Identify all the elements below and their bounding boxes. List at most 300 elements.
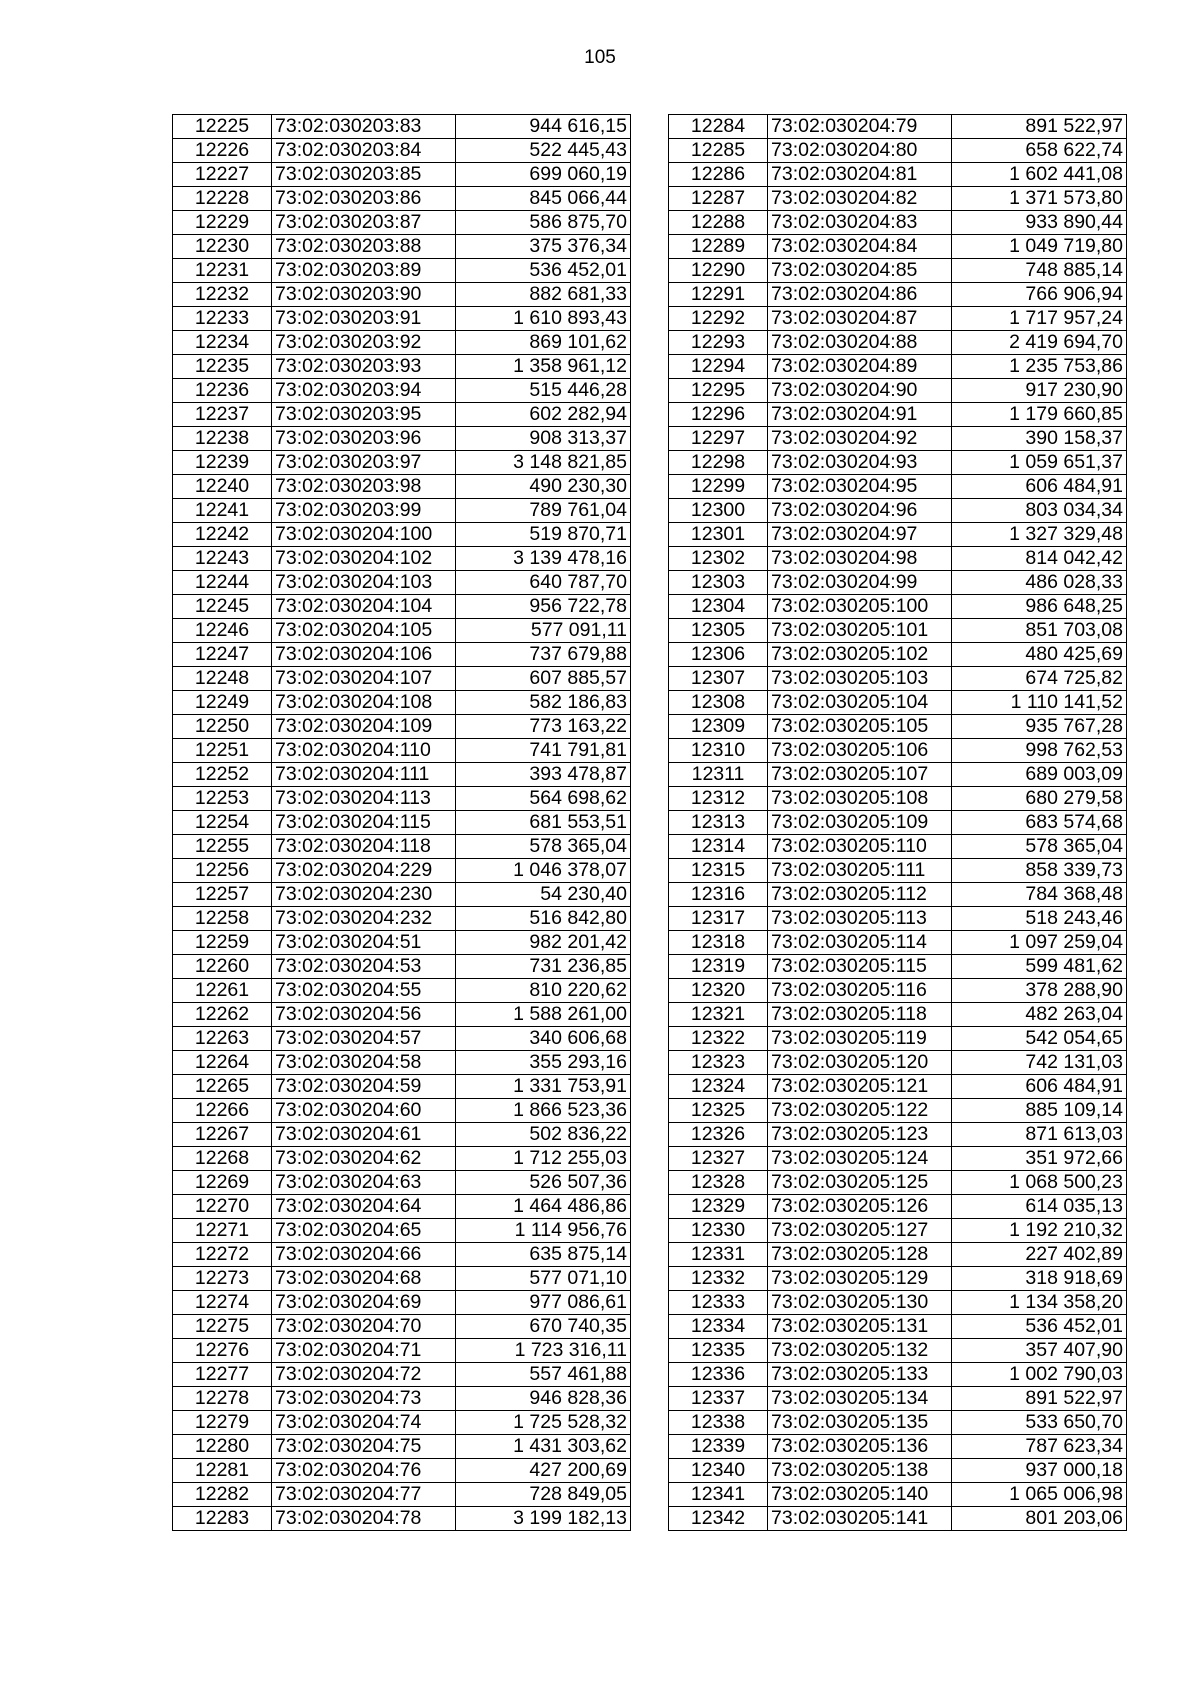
cadastral-number: 73:02:030204:113 — [272, 787, 456, 811]
table-row — [173, 1075, 631, 1099]
cadastral-number: 73:02:030204:96 — [768, 499, 952, 523]
table-row — [669, 1123, 1127, 1147]
cadastral-value: 885 109,14 — [952, 1099, 1127, 1123]
cadastral-number: 73:02:030204:100 — [272, 523, 456, 547]
table-row — [173, 1459, 631, 1483]
row-number: 12341 — [669, 1483, 768, 1507]
cadastral-value: 1 110 141,52 — [952, 691, 1127, 715]
cadastral-value: 578 365,04 — [456, 835, 631, 859]
cadastral-value: 536 452,01 — [952, 1315, 1127, 1339]
cadastral-value: 486 028,33 — [952, 571, 1127, 595]
row-number: 12263 — [173, 1027, 272, 1051]
cadastral-number: 73:02:030203:89 — [272, 259, 456, 283]
table-row — [173, 1003, 631, 1027]
cadastral-value: 1 610 893,43 — [456, 307, 631, 331]
cadastral-number: 73:02:030205:129 — [768, 1267, 952, 1291]
cadastral-number: 73:02:030203:93 — [272, 355, 456, 379]
table-row — [173, 475, 631, 499]
cadastral-number: 73:02:030205:124 — [768, 1147, 952, 1171]
cadastral-number: 73:02:030203:94 — [272, 379, 456, 403]
row-number: 12333 — [669, 1291, 768, 1315]
cadastral-number: 73:02:030205:104 — [768, 691, 952, 715]
row-number: 12255 — [173, 835, 272, 859]
row-number: 12252 — [173, 763, 272, 787]
cadastral-number: 73:02:030205:136 — [768, 1435, 952, 1459]
row-number: 12250 — [173, 715, 272, 739]
row-number: 12270 — [173, 1195, 272, 1219]
table-row — [173, 1195, 631, 1219]
cadastral-value: 683 574,68 — [952, 811, 1127, 835]
table-row — [173, 883, 631, 907]
cadastral-number: 73:02:030204:69 — [272, 1291, 456, 1315]
cadastral-number: 73:02:030205:112 — [768, 883, 952, 907]
cadastral-value: 1 065 006,98 — [952, 1483, 1127, 1507]
cadastral-number: 73:02:030204:111 — [272, 763, 456, 787]
table-row — [173, 331, 631, 355]
table-row — [173, 379, 631, 403]
table-row — [669, 1387, 1127, 1411]
cadastral-value: 1 046 378,07 — [456, 859, 631, 883]
table-row — [669, 619, 1127, 643]
row-number: 12312 — [669, 787, 768, 811]
table-row — [173, 283, 631, 307]
row-number: 12323 — [669, 1051, 768, 1075]
cadastral-number: 73:02:030203:84 — [272, 139, 456, 163]
table-row — [173, 187, 631, 211]
table-row — [669, 475, 1127, 499]
cadastral-value: 1 358 961,12 — [456, 355, 631, 379]
cadastral-value: 1 235 753,86 — [952, 355, 1127, 379]
cadastral-number: 73:02:030204:97 — [768, 523, 952, 547]
cadastral-number: 73:02:030205:108 — [768, 787, 952, 811]
table-row — [669, 1027, 1127, 1051]
row-number: 12340 — [669, 1459, 768, 1483]
cadastral-number: 73:02:030205:105 — [768, 715, 952, 739]
table-row — [669, 1099, 1127, 1123]
cadastral-value: 318 918,69 — [952, 1267, 1127, 1291]
row-number: 12290 — [669, 259, 768, 283]
cadastral-value: 986 648,25 — [952, 595, 1127, 619]
row-number: 12302 — [669, 547, 768, 571]
table-row — [173, 355, 631, 379]
row-number: 12303 — [669, 571, 768, 595]
cadastral-number: 73:02:030204:104 — [272, 595, 456, 619]
row-number: 12279 — [173, 1411, 272, 1435]
row-number: 12228 — [173, 187, 272, 211]
table-row — [173, 1123, 631, 1147]
table-row — [173, 643, 631, 667]
row-number: 12241 — [173, 499, 272, 523]
table-row — [173, 1051, 631, 1075]
table-row — [173, 931, 631, 955]
cadastral-number: 73:02:030205:127 — [768, 1219, 952, 1243]
cadastral-value: 845 066,44 — [456, 187, 631, 211]
table-row — [669, 1003, 1127, 1027]
cadastral-value: 1 097 259,04 — [952, 931, 1127, 955]
table-row — [173, 259, 631, 283]
table-row — [669, 811, 1127, 835]
cadastral-number: 73:02:030203:83 — [272, 115, 456, 139]
row-number: 12240 — [173, 475, 272, 499]
row-number: 12287 — [669, 187, 768, 211]
table-row — [669, 1459, 1127, 1483]
cadastral-value: 640 787,70 — [456, 571, 631, 595]
cadastral-number: 73:02:030204:108 — [272, 691, 456, 715]
cadastral-value: 810 220,62 — [456, 979, 631, 1003]
cadastral-value: 801 203,06 — [952, 1507, 1127, 1531]
row-number: 12234 — [173, 331, 272, 355]
table-row — [669, 1483, 1127, 1507]
row-number: 12318 — [669, 931, 768, 955]
row-number: 12238 — [173, 427, 272, 451]
table-row — [669, 403, 1127, 427]
cadastral-value: 564 698,62 — [456, 787, 631, 811]
table-row — [173, 1099, 631, 1123]
table-row — [173, 451, 631, 475]
cadastral-value: 1 134 358,20 — [952, 1291, 1127, 1315]
row-number: 12232 — [173, 283, 272, 307]
row-number: 12242 — [173, 523, 272, 547]
row-number: 12236 — [173, 379, 272, 403]
cadastral-value: 766 906,94 — [952, 283, 1127, 307]
row-number: 12322 — [669, 1027, 768, 1051]
row-number: 12316 — [669, 883, 768, 907]
cadastral-number: 73:02:030205:131 — [768, 1315, 952, 1339]
cadastral-number: 73:02:030204:88 — [768, 331, 952, 355]
table-row — [669, 859, 1127, 883]
table-row — [173, 115, 631, 139]
cadastral-number: 73:02:030204:86 — [768, 283, 952, 307]
table-row — [669, 283, 1127, 307]
row-number: 12310 — [669, 739, 768, 763]
row-number: 12231 — [173, 259, 272, 283]
cadastral-number: 73:02:030204:78 — [272, 1507, 456, 1531]
table-row — [669, 715, 1127, 739]
cadastral-value: 542 054,65 — [952, 1027, 1127, 1051]
cadastral-number: 73:02:030205:121 — [768, 1075, 952, 1099]
cadastral-number: 73:02:030205:106 — [768, 739, 952, 763]
cadastral-value: 803 034,34 — [952, 499, 1127, 523]
registry-table-left — [172, 114, 631, 1531]
row-number: 12334 — [669, 1315, 768, 1339]
row-number: 12320 — [669, 979, 768, 1003]
cadastral-value: 784 368,48 — [952, 883, 1127, 907]
cadastral-number: 73:02:030205:141 — [768, 1507, 952, 1531]
table-row — [669, 355, 1127, 379]
table-row — [173, 1411, 631, 1435]
cadastral-value: 375 376,34 — [456, 235, 631, 259]
row-number: 12248 — [173, 667, 272, 691]
table-row — [669, 955, 1127, 979]
cadastral-value: 1 114 956,76 — [456, 1219, 631, 1243]
row-number: 12289 — [669, 235, 768, 259]
row-number: 12246 — [173, 619, 272, 643]
cadastral-number: 73:02:030203:88 — [272, 235, 456, 259]
cadastral-number: 73:02:030204:93 — [768, 451, 952, 475]
cadastral-number: 73:02:030204:92 — [768, 427, 952, 451]
row-number: 12329 — [669, 1195, 768, 1219]
row-number: 12321 — [669, 1003, 768, 1027]
row-number: 12256 — [173, 859, 272, 883]
table-row — [669, 1363, 1127, 1387]
table-row — [669, 1195, 1127, 1219]
table-row — [669, 1291, 1127, 1315]
cadastral-number: 73:02:030204:99 — [768, 571, 952, 595]
table-row — [173, 1267, 631, 1291]
table-row — [173, 715, 631, 739]
cadastral-value: 1 464 486,86 — [456, 1195, 631, 1219]
row-number: 12229 — [173, 211, 272, 235]
cadastral-value: 54 230,40 — [456, 883, 631, 907]
row-number: 12288 — [669, 211, 768, 235]
cadastral-number: 73:02:030205:125 — [768, 1171, 952, 1195]
row-number: 12298 — [669, 451, 768, 475]
cadastral-number: 73:02:030204:107 — [272, 667, 456, 691]
cadastral-value: 340 606,68 — [456, 1027, 631, 1051]
row-number: 12324 — [669, 1075, 768, 1099]
row-number: 12269 — [173, 1171, 272, 1195]
cadastral-value: 680 279,58 — [952, 787, 1127, 811]
cadastral-number: 73:02:030204:55 — [272, 979, 456, 1003]
row-number: 12272 — [173, 1243, 272, 1267]
row-number: 12308 — [669, 691, 768, 715]
table-row — [173, 691, 631, 715]
cadastral-value: 577 071,10 — [456, 1267, 631, 1291]
cadastral-number: 73:02:030204:56 — [272, 1003, 456, 1027]
cadastral-value: 1 588 261,00 — [456, 1003, 631, 1027]
row-number: 12284 — [669, 115, 768, 139]
cadastral-value: 933 890,44 — [952, 211, 1127, 235]
table-row — [669, 1507, 1127, 1531]
cadastral-value: 731 236,85 — [456, 955, 631, 979]
table-row — [173, 211, 631, 235]
cadastral-number: 73:02:030205:109 — [768, 811, 952, 835]
row-number: 12230 — [173, 235, 272, 259]
cadastral-number: 73:02:030204:71 — [272, 1339, 456, 1363]
table-row — [173, 1291, 631, 1315]
cadastral-value: 635 875,14 — [456, 1243, 631, 1267]
cadastral-value: 674 725,82 — [952, 667, 1127, 691]
cadastral-number: 73:02:030204:118 — [272, 835, 456, 859]
cadastral-number: 73:02:030204:81 — [768, 163, 952, 187]
table-row — [669, 211, 1127, 235]
cadastral-number: 73:02:030203:92 — [272, 331, 456, 355]
cadastral-number: 73:02:030204:62 — [272, 1147, 456, 1171]
row-number: 12307 — [669, 667, 768, 691]
cadastral-number: 73:02:030204:229 — [272, 859, 456, 883]
row-number: 12258 — [173, 907, 272, 931]
cadastral-value: 1 179 660,85 — [952, 403, 1127, 427]
table-row — [173, 955, 631, 979]
table-row — [669, 1315, 1127, 1339]
table-row — [173, 1219, 631, 1243]
cadastral-value: 490 230,30 — [456, 475, 631, 499]
row-number: 12247 — [173, 643, 272, 667]
row-number: 12280 — [173, 1435, 272, 1459]
cadastral-number: 73:02:030205:116 — [768, 979, 952, 1003]
cadastral-number: 73:02:030204:61 — [272, 1123, 456, 1147]
cadastral-number: 73:02:030204:57 — [272, 1027, 456, 1051]
cadastral-number: 73:02:030205:130 — [768, 1291, 952, 1315]
row-number: 12291 — [669, 283, 768, 307]
table-row — [669, 763, 1127, 787]
cadastral-value: 1 059 651,37 — [952, 451, 1127, 475]
cadastral-value: 869 101,62 — [456, 331, 631, 355]
cadastral-value: 1 602 441,08 — [952, 163, 1127, 187]
table-row — [669, 379, 1127, 403]
cadastral-value: 602 282,94 — [456, 403, 631, 427]
cadastral-value: 728 849,05 — [456, 1483, 631, 1507]
row-number: 12313 — [669, 811, 768, 835]
cadastral-value: 3 139 478,16 — [456, 547, 631, 571]
table-row — [669, 307, 1127, 331]
row-number: 12259 — [173, 931, 272, 955]
cadastral-value: 1 192 210,32 — [952, 1219, 1127, 1243]
cadastral-value: 480 425,69 — [952, 643, 1127, 667]
cadastral-number: 73:02:030204:110 — [272, 739, 456, 763]
row-number: 12261 — [173, 979, 272, 1003]
table-row — [669, 1267, 1127, 1291]
table-row — [173, 571, 631, 595]
table-row — [669, 163, 1127, 187]
cadastral-number: 73:02:030204:70 — [272, 1315, 456, 1339]
cadastral-number: 73:02:030203:86 — [272, 187, 456, 211]
cadastral-value: 748 885,14 — [952, 259, 1127, 283]
row-number: 12245 — [173, 595, 272, 619]
cadastral-number: 73:02:030204:63 — [272, 1171, 456, 1195]
row-number: 12257 — [173, 883, 272, 907]
row-number: 12251 — [173, 739, 272, 763]
cadastral-value: 658 622,74 — [952, 139, 1127, 163]
cadastral-number: 73:02:030205:134 — [768, 1387, 952, 1411]
cadastral-number: 73:02:030204:109 — [272, 715, 456, 739]
row-number: 12260 — [173, 955, 272, 979]
cadastral-value: 937 000,18 — [952, 1459, 1127, 1483]
table-row — [669, 499, 1127, 523]
row-number: 12314 — [669, 835, 768, 859]
cadastral-number: 73:02:030204:58 — [272, 1051, 456, 1075]
cadastral-number: 73:02:030205:128 — [768, 1243, 952, 1267]
cadastral-value: 1 866 523,36 — [456, 1099, 631, 1123]
table-row — [669, 547, 1127, 571]
cadastral-number: 73:02:030204:84 — [768, 235, 952, 259]
cadastral-number: 73:02:030205:133 — [768, 1363, 952, 1387]
table-row — [669, 1147, 1127, 1171]
table-row — [669, 979, 1127, 1003]
cadastral-value: 908 313,37 — [456, 427, 631, 451]
cadastral-value: 1 331 753,91 — [456, 1075, 631, 1099]
cadastral-value: 515 446,28 — [456, 379, 631, 403]
table-row — [669, 139, 1127, 163]
cadastral-number: 73:02:030205:126 — [768, 1195, 952, 1219]
table-row — [173, 811, 631, 835]
cadastral-number: 73:02:030205:122 — [768, 1099, 952, 1123]
table-row — [669, 787, 1127, 811]
row-number: 12276 — [173, 1339, 272, 1363]
cadastral-number: 73:02:030204:53 — [272, 955, 456, 979]
cadastral-value: 357 407,90 — [952, 1339, 1127, 1363]
row-number: 12274 — [173, 1291, 272, 1315]
cadastral-value: 737 679,88 — [456, 643, 631, 667]
cadastral-value: 578 365,04 — [952, 835, 1127, 859]
table-row — [669, 883, 1127, 907]
table-row — [669, 1051, 1127, 1075]
row-number: 12309 — [669, 715, 768, 739]
table-row — [173, 595, 631, 619]
table-row — [173, 1027, 631, 1051]
cadastral-number: 73:02:030205:100 — [768, 595, 952, 619]
table-row — [669, 931, 1127, 955]
cadastral-number: 73:02:030204:87 — [768, 307, 952, 331]
cadastral-number: 73:02:030205:110 — [768, 835, 952, 859]
row-number: 12331 — [669, 1243, 768, 1267]
row-number: 12244 — [173, 571, 272, 595]
table-row — [173, 1147, 631, 1171]
row-number: 12277 — [173, 1363, 272, 1387]
cadastral-number: 73:02:030204:232 — [272, 907, 456, 931]
cadastral-value: 891 522,97 — [952, 1387, 1127, 1411]
cadastral-value: 891 522,97 — [952, 115, 1127, 139]
row-number: 12271 — [173, 1219, 272, 1243]
cadastral-value: 977 086,61 — [456, 1291, 631, 1315]
row-number: 12294 — [669, 355, 768, 379]
row-number: 12301 — [669, 523, 768, 547]
table-row — [669, 1339, 1127, 1363]
table-row — [669, 1219, 1127, 1243]
cadastral-value: 393 478,87 — [456, 763, 631, 787]
table-row — [669, 739, 1127, 763]
table-row — [173, 1171, 631, 1195]
cadastral-number: 73:02:030205:118 — [768, 1003, 952, 1027]
cadastral-number: 73:02:030204:91 — [768, 403, 952, 427]
cadastral-number: 73:02:030204:115 — [272, 811, 456, 835]
table-row — [669, 691, 1127, 715]
cadastral-number: 73:02:030204:77 — [272, 1483, 456, 1507]
table-row — [173, 547, 631, 571]
cadastral-number: 73:02:030205:101 — [768, 619, 952, 643]
cadastral-value: 606 484,91 — [952, 1075, 1127, 1099]
cadastral-value: 3 148 821,85 — [456, 451, 631, 475]
row-number: 12327 — [669, 1147, 768, 1171]
row-number: 12306 — [669, 643, 768, 667]
cadastral-value: 522 445,43 — [456, 139, 631, 163]
table-row — [173, 667, 631, 691]
cadastral-number: 73:02:030204:106 — [272, 643, 456, 667]
table-row — [173, 787, 631, 811]
table-row — [173, 907, 631, 931]
row-number: 12335 — [669, 1339, 768, 1363]
cadastral-number: 73:02:030205:132 — [768, 1339, 952, 1363]
cadastral-number: 73:02:030205:140 — [768, 1483, 952, 1507]
cadastral-value: 526 507,36 — [456, 1171, 631, 1195]
cadastral-number: 73:02:030204:75 — [272, 1435, 456, 1459]
table-row — [173, 1315, 631, 1339]
row-number: 12281 — [173, 1459, 272, 1483]
cadastral-value: 935 767,28 — [952, 715, 1127, 739]
row-number: 12304 — [669, 595, 768, 619]
row-number: 12275 — [173, 1315, 272, 1339]
cadastral-value: 681 553,51 — [456, 811, 631, 835]
row-number: 12336 — [669, 1363, 768, 1387]
row-number: 12292 — [669, 307, 768, 331]
cadastral-value: 814 042,42 — [952, 547, 1127, 571]
table-row — [173, 499, 631, 523]
cadastral-value: 1 431 303,62 — [456, 1435, 631, 1459]
cadastral-number: 73:02:030204:65 — [272, 1219, 456, 1243]
cadastral-value: 689 003,09 — [952, 763, 1127, 787]
cadastral-number: 73:02:030204:51 — [272, 931, 456, 955]
row-number: 12297 — [669, 427, 768, 451]
